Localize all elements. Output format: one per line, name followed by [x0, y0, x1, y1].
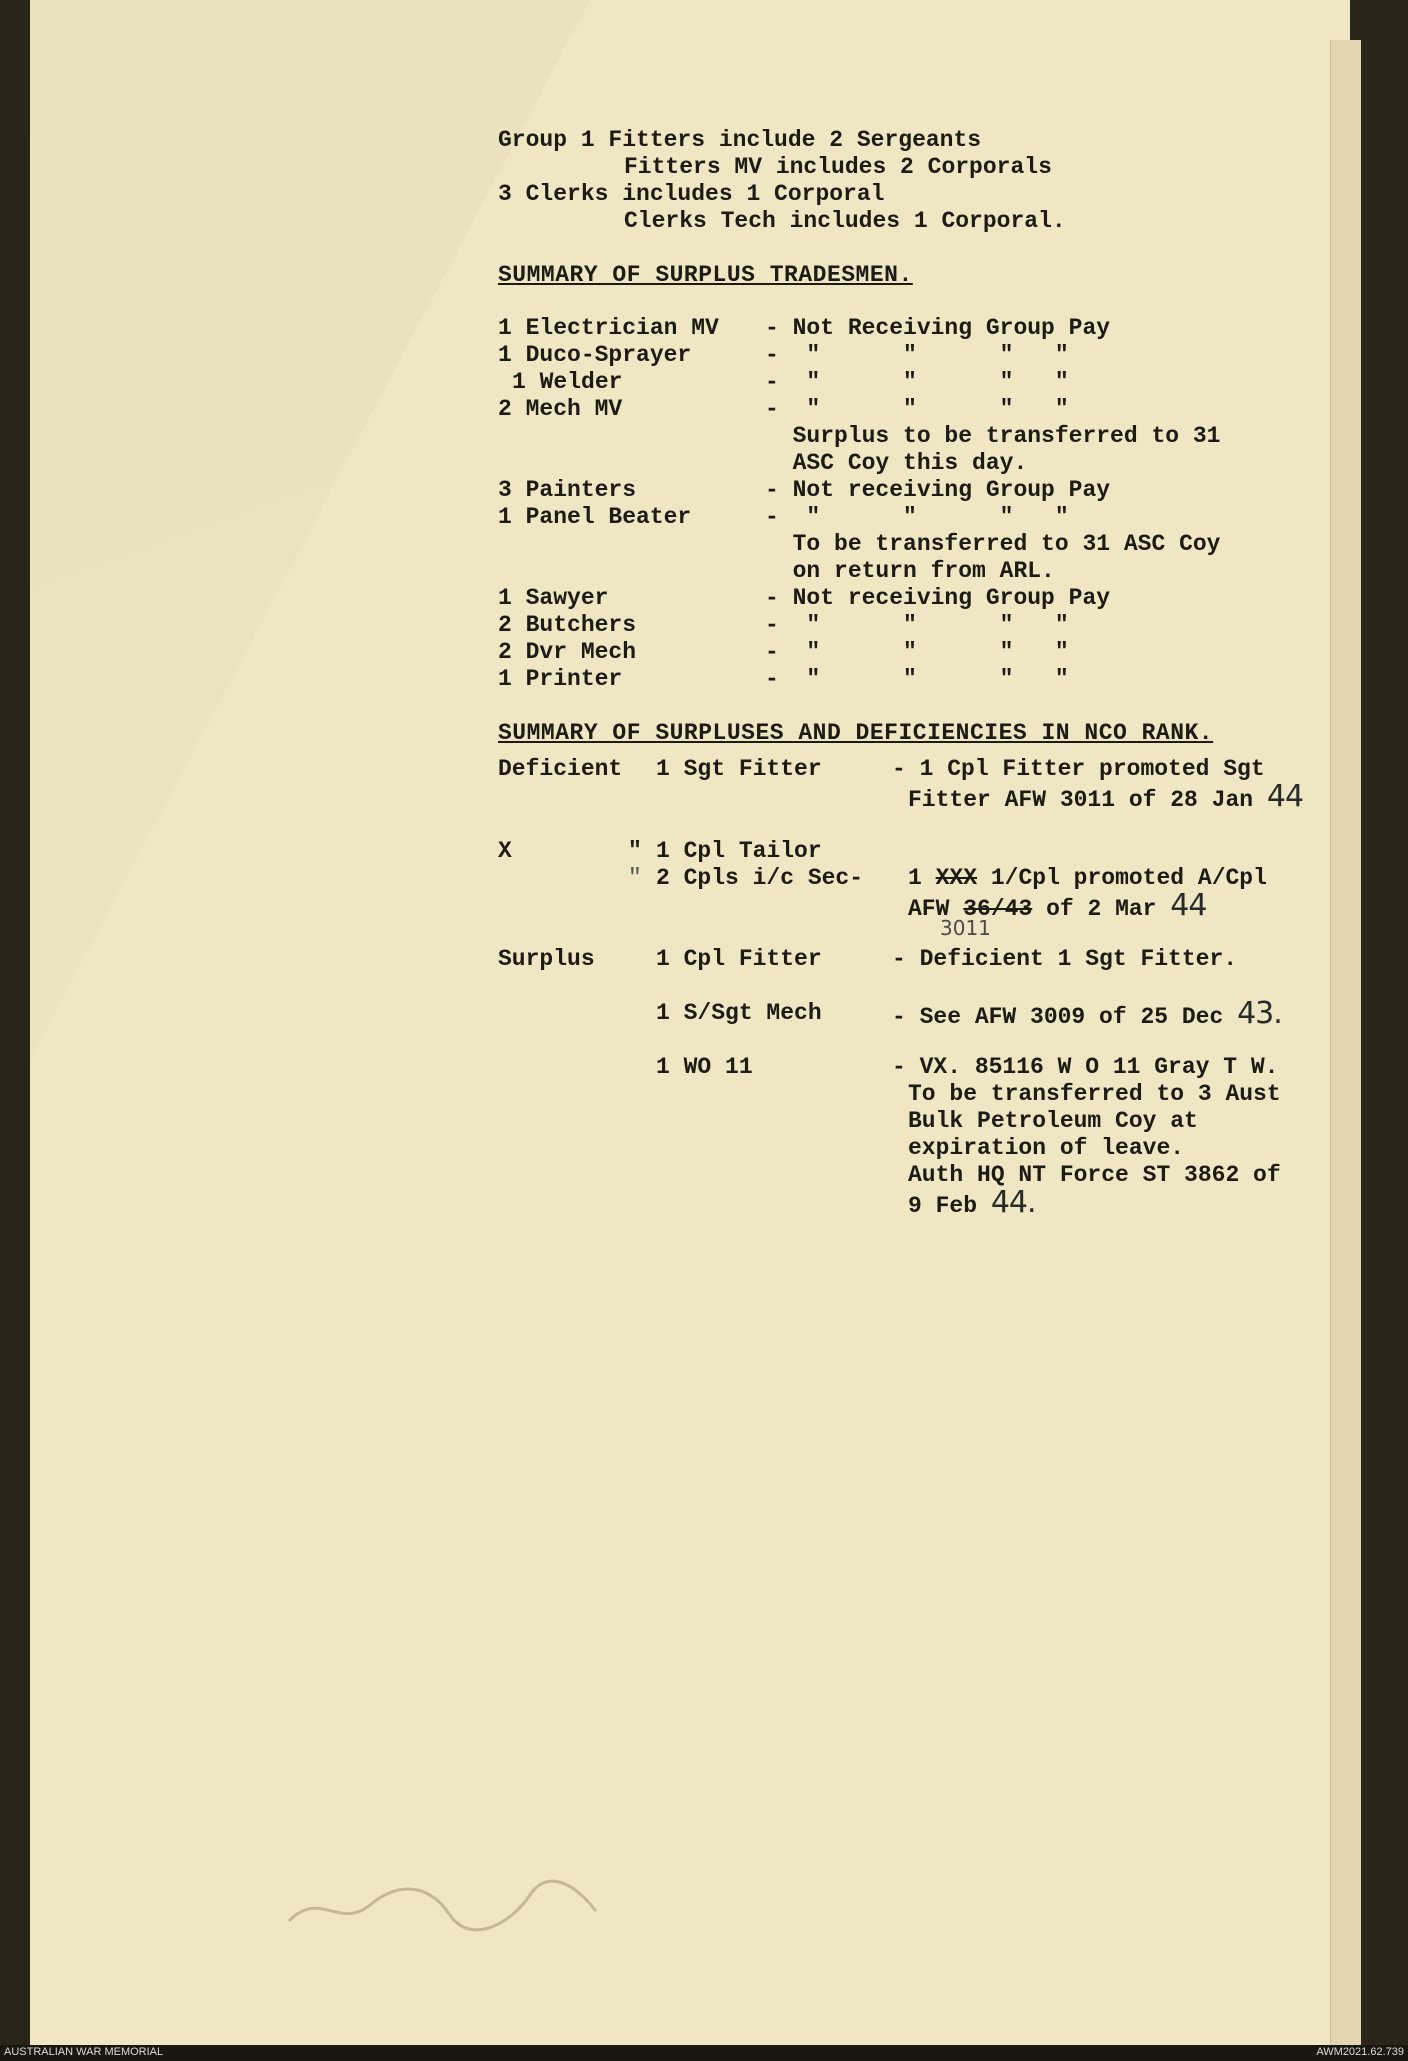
nco-heading: SUMMARY OF SURPLUSES AND DEFICIENCIES IN NCO RANK.	[498, 720, 1214, 746]
ssgt-item: 1 S/Sgt Mech	[656, 1000, 822, 1026]
handwritten-year: 44	[1170, 888, 1207, 923]
handwritten-year: 44	[1266, 779, 1304, 814]
wo-note: Bulk Petroleum Coy at	[908, 1108, 1198, 1134]
ssgt-note-text: - See AFW 3009 of 25 Dec	[892, 1004, 1224, 1030]
tradesmen-heading: SUMMARY OF SURPLUS TRADESMEN.	[498, 262, 913, 288]
tradesman-note: Surplus to be transferred to 31	[765, 423, 1221, 449]
deficient-label: Deficient	[498, 756, 623, 782]
cpl-tailor: 1 Cpl Tailor	[656, 838, 822, 864]
faint-signature	[280, 1870, 600, 1940]
cpls-sec-note	[908, 865, 1267, 892]
handwritten-year: 44.	[990, 1185, 1036, 1220]
group-note-line: Group 1 Fitters include 2 Sergeants	[498, 127, 982, 153]
wo-item: 1 WO 11	[656, 1054, 753, 1080]
ditto-mark: "	[628, 838, 642, 864]
tradesman-item: 1 Printer	[498, 666, 623, 692]
tradesman-item: 1 Electrician MV	[498, 315, 719, 341]
tradesman-note: - " " " "	[765, 639, 1069, 665]
tradesman-note: - " " " "	[765, 612, 1069, 638]
tradesman-note: - " " " "	[765, 342, 1069, 368]
surplus-item: 1 Cpl Fitter	[656, 946, 822, 972]
tradesman-note: - " " " "	[765, 666, 1069, 692]
tradesman-note: To be transferred to 31 ASC Coy	[765, 531, 1221, 557]
struck-afw: 36/43	[963, 896, 1033, 922]
deficient-item: 1 Sgt Fitter	[656, 756, 822, 782]
cpls-sec-note-d: of 2 Mar	[1046, 896, 1157, 922]
surplus-note: - Deficient 1 Sgt Fitter.	[892, 946, 1238, 972]
archive-footer	[0, 2045, 1408, 2061]
tradesman-item: 1 Sawyer	[498, 585, 609, 611]
tradesman-item: 1 Panel Beater	[498, 504, 692, 530]
tradesman-note: - " " " "	[765, 504, 1069, 530]
handwritten-year: 43.	[1237, 996, 1282, 1031]
struck-text: XXX	[935, 865, 978, 891]
tradesman-item: 3 Painters	[498, 477, 637, 503]
tradesman-note: - " " " "	[765, 396, 1069, 422]
deficient-note	[908, 779, 1304, 814]
cpls-sec-note-b: 1/Cpl promoted A/Cpl	[990, 865, 1267, 891]
wo-note: Auth HQ NT Force ST 3862 of	[908, 1162, 1281, 1188]
wo-note: To be transferred to 3 Aust	[908, 1081, 1281, 1107]
tradesman-item: 1 Welder	[512, 369, 623, 395]
x-mark: X	[498, 838, 512, 864]
tradesman-item: 2 Dvr Mech	[498, 639, 637, 665]
group-note-line: Clerks Tech includes 1 Corporal.	[624, 208, 1066, 234]
deficient-note-text: Fitter AFW 3011 of 28 Jan	[908, 787, 1254, 813]
group-note-line: 3 Clerks includes 1 Corporal	[498, 181, 885, 207]
group-note-line: Fitters MV includes 2 Corporals	[624, 154, 1052, 180]
tradesman-item: 1 Duco-Sprayer	[498, 342, 692, 368]
ditto-mark: "	[628, 865, 642, 891]
wo-note	[908, 1185, 1036, 1220]
deficient-note: - 1 Cpl Fitter promoted Sgt	[892, 756, 1265, 782]
tradesman-note: on return from ARL.	[765, 558, 1055, 584]
tradesman-item: 2 Butchers	[498, 612, 637, 638]
cpls-sec-note-a: 1	[908, 865, 922, 891]
tradesman-note: - Not receiving Group Pay	[765, 477, 1111, 503]
cpls-sec-note-c: AFW	[908, 896, 950, 922]
wo-note: expiration of leave.	[908, 1135, 1185, 1161]
footer-right: AWM2021.62.739	[1316, 2046, 1404, 2058]
handwritten-correction: 3011	[940, 916, 991, 940]
tradesman-note: - Not Receiving Group Pay	[765, 315, 1111, 341]
wo-note: - VX. 85116 W O 11 Gray T W.	[892, 1054, 1279, 1080]
tradesman-note: ASC Coy this day.	[765, 450, 1028, 476]
footer-left: AUSTRALIAN WAR MEMORIAL	[4, 2046, 164, 2058]
tradesman-note: - Not receiving Group Pay	[765, 585, 1111, 611]
tradesman-note: - " " " "	[765, 369, 1069, 395]
tradesman-item: 2 Mech MV	[498, 396, 623, 422]
surplus-label: Surplus	[498, 946, 595, 972]
cpls-sec: 2 Cpls i/c Sec-	[656, 865, 864, 891]
ssgt-note	[892, 996, 1282, 1031]
wo-last-text: 9 Feb	[908, 1193, 978, 1219]
